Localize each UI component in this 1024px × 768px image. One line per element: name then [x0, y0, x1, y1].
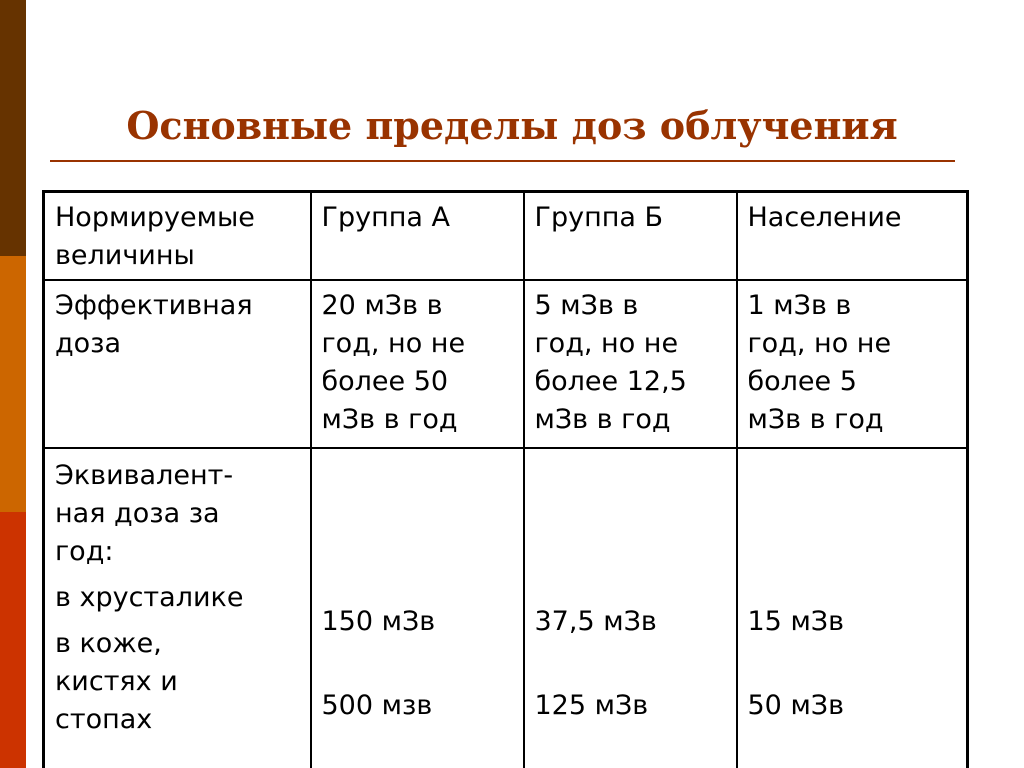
table-row-equivalent-dose: [44, 448, 968, 768]
cell-text: более 12,5: [534, 366, 687, 397]
table-header-row: [44, 192, 968, 281]
row-label: ная доза за: [55, 498, 220, 529]
dose-limits-table: [42, 190, 969, 768]
header-label: Группа А: [321, 202, 450, 233]
header-cell-quantities: [44, 192, 311, 281]
cell-text: 20 мЗв в: [321, 290, 443, 321]
cell-text: мЗв в год: [747, 404, 884, 435]
value-cell-group-b: [524, 280, 737, 448]
header-label: величины: [55, 240, 195, 271]
slide-title: Основные пределы доз облучения: [126, 103, 898, 148]
value-cell-group-b: [524, 448, 737, 768]
skin-dose-value: 125 мЗв: [534, 690, 649, 721]
row-label: Эффективная: [55, 290, 253, 321]
value-cell-population: [737, 448, 968, 768]
cell-text: год, но не: [534, 328, 679, 359]
accent-bar-middle: [0, 256, 26, 512]
header-label: Группа Б: [534, 202, 664, 233]
skin-label: кистях и: [55, 666, 178, 697]
accent-bar-bottom: [0, 512, 26, 768]
cell-text: год, но не: [321, 328, 466, 359]
header-label: Население: [747, 202, 902, 233]
header-cell-group-b: [524, 192, 737, 281]
row-label: Эквивалент-: [55, 460, 234, 491]
lens-dose-value: 15 мЗв: [747, 606, 845, 637]
lens-dose-value: 37,5 мЗв: [534, 606, 657, 637]
skin-label: в коже,: [55, 628, 162, 659]
header-cell-population: [737, 192, 968, 281]
row-label: год:: [55, 536, 114, 567]
skin-dose-value: 50 мЗв: [747, 690, 845, 721]
cell-text: более 5: [747, 366, 857, 397]
header-label: Нормируемые: [55, 202, 255, 233]
cell-text: 5 мЗв в: [534, 290, 639, 321]
cell-text: 1 мЗв в: [747, 290, 852, 321]
row-label-cell: [44, 280, 311, 448]
value-cell-population: [737, 280, 968, 448]
title-underline: [50, 160, 955, 162]
cell-text: мЗв в год: [534, 404, 671, 435]
cell-text: более 50: [321, 366, 449, 397]
cell-text: мЗв в год: [321, 404, 458, 435]
row-label: доза: [55, 328, 122, 359]
skin-label: стопах: [55, 704, 153, 735]
skin-dose-value: 500 мзв: [321, 690, 433, 721]
lens-dose-value: 150 мЗв: [321, 606, 436, 637]
value-cell-group-a: [311, 448, 524, 768]
cell-text: год, но не: [747, 328, 892, 359]
lens-label: в хрусталике: [55, 582, 244, 613]
value-cell-group-a: [311, 280, 524, 448]
row-label-cell: [44, 448, 311, 768]
table-row-effective-dose: [44, 280, 968, 448]
header-cell-group-a: [311, 192, 524, 281]
